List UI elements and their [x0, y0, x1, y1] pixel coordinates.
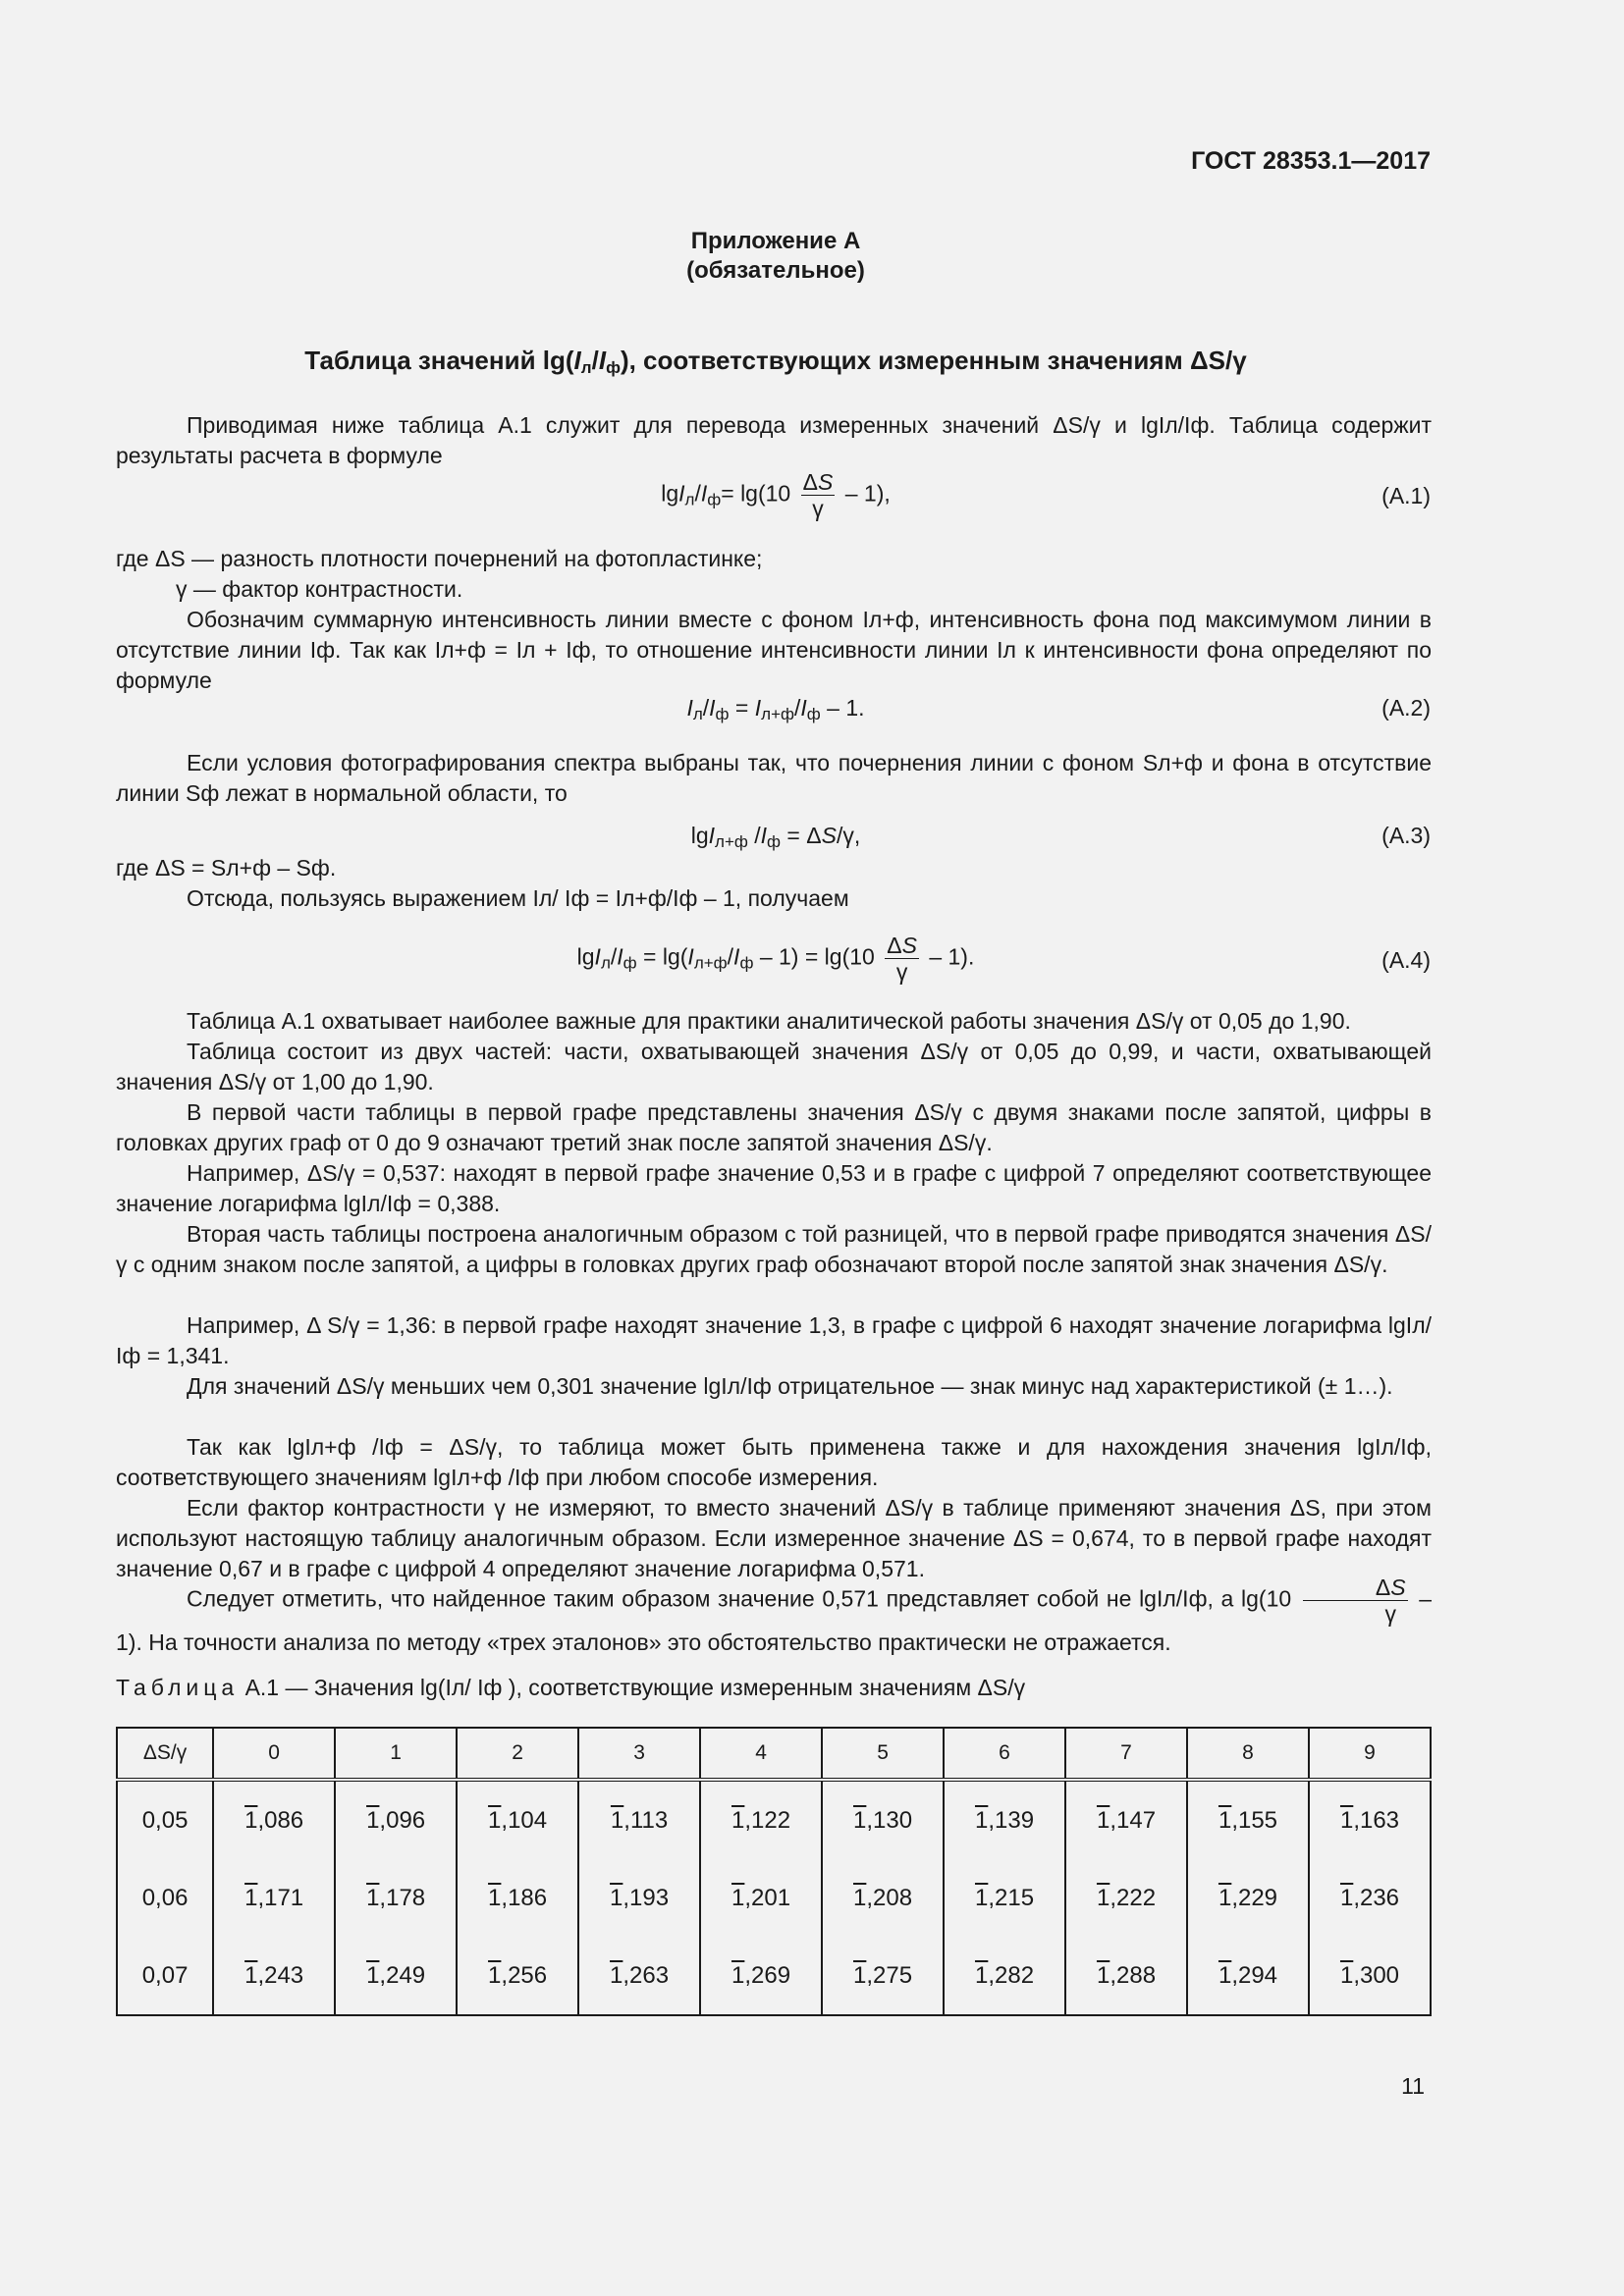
table-header-cell: 8 [1187, 1728, 1309, 1780]
table-row [117, 1859, 1431, 1937]
table-caption: Таблица А.1 — Значения lg(Iл/ Iф ), соответствующие измеренным значениям ΔS/γ [116, 1675, 1026, 1700]
table-cell [578, 1859, 700, 1937]
table-cell [1065, 1859, 1187, 1937]
table-header-cell: ΔS/γ [117, 1728, 213, 1780]
log-value: 1,249 [366, 1961, 426, 1989]
table-header-cell: 1 [335, 1728, 457, 1780]
log-value: 1,288 [1096, 1961, 1157, 1989]
formula-number: (А.2) [1381, 695, 1431, 721]
log-value: 1,139 [974, 1806, 1035, 1834]
table-cell [822, 1780, 944, 1859]
table-cell [335, 1859, 457, 1937]
formula-a3: lgI$_{л+ф}$ $/I_ф = \Delta S/\gamma$, [690, 823, 861, 851]
table-cell [1309, 1937, 1431, 2015]
row-key-cell: 0,06 [117, 1859, 213, 1937]
table-header-row [117, 1728, 1431, 1780]
table-cell [457, 1780, 578, 1859]
table-header-cell: 6 [944, 1728, 1065, 1780]
table-header-cell: 0 [213, 1728, 335, 1780]
log-value: 1,155 [1218, 1806, 1278, 1834]
log-value: 1,236 [1339, 1884, 1400, 1911]
table-header-cell: 4 [700, 1728, 822, 1780]
table-cell [944, 1780, 1065, 1859]
log-value: 1,178 [366, 1884, 426, 1911]
table-header-cell: 7 [1065, 1728, 1187, 1780]
log-value: 1,113 [610, 1806, 669, 1834]
standard-header: ГОСТ 28353.1—2017 [1191, 147, 1431, 175]
paragraph: Следует отметить, что найденное таким образом значение 0,571 представляет собой не lgIл/Iф, а lg(10 $\frac{\Delta S}{\gamma}$ – 1). На точности анализа по методу «трех эталонов» это обстоятельство практически не отражается. [116, 1575, 1433, 1655]
log-value: 1,222 [1096, 1884, 1157, 1911]
log-value: 1,229 [1218, 1884, 1278, 1911]
paragraph: Таблица состоит из двух частей: части, охватывающей значения ΔS/γ от 0,05 до 0,99, и части, охватывающей значения ΔS/γ от 1,00 до 1,90. [116, 1039, 1432, 1095]
paragraph: Таблица А.1 охватывает наиболее важные для практики аналитической работы значения ΔS/γ от 0,05 до 1,90. [187, 1008, 1351, 1034]
formula-a2: $I_л/I_ф = I_{л+ф}/I_ф - 1$. [686, 695, 865, 723]
row-key-cell: 0,07 [117, 1937, 213, 2015]
log-value: 1,186 [488, 1884, 548, 1911]
table-header-cell: 2 [457, 1728, 578, 1780]
log-value: 1,215 [974, 1884, 1035, 1911]
table-cell [457, 1937, 578, 2015]
table-body [117, 1780, 1431, 2015]
table-row [117, 1780, 1431, 1859]
log-value: 1,122 [731, 1806, 791, 1834]
table-cell [944, 1859, 1065, 1937]
table-cell [700, 1780, 822, 1859]
log-value: 1,282 [974, 1961, 1035, 1989]
table-row [117, 1937, 1431, 2015]
log-value: 1,086 [244, 1806, 304, 1834]
section-title: Таблица значений $\lg(I_л/I_ф)$, соответствующих измеренным значениям ΔS/γ [304, 346, 1247, 377]
definition-gamma: γ — фактор контрастности. [176, 576, 463, 602]
paragraph: Например, ΔS/γ = 0,537: находят в первой графе значение 0,53 и в графе с цифрой 7 определяют соответствующее значение логарифма lgIл/Iф = 0,388. [116, 1160, 1432, 1216]
log-value: 1,130 [853, 1806, 913, 1834]
log-value: 1,269 [731, 1961, 791, 1989]
page-number: 11 [1401, 2073, 1425, 2099]
appendix-title: Приложение А [690, 228, 861, 254]
table-cell [1065, 1780, 1187, 1859]
table-cell [1065, 1937, 1187, 2015]
log-value: 1,263 [610, 1961, 670, 1989]
log-value: 1,104 [488, 1806, 548, 1834]
paragraph: Так как lgIл+ф /Iф = ΔS/γ, то таблица может быть применена также и для нахождения значения lgIл/Iф, соответствующего значениям lgIл+ф /Iф при любом способе измерения. [116, 1434, 1432, 1490]
table-cell [1309, 1859, 1431, 1937]
log-value: 1,171 [244, 1884, 304, 1911]
paragraph: Обозначим суммарную интенсивность линии вместе с фоном Iл+ф, интенсивность фона под максимумом линии в отсутствие линии Iф. Так как Iл+ф = Iл + Iф, то отношение интенсивности линии Iл к интенсивности фона определяют по формуле [116, 607, 1432, 693]
data-table [116, 1727, 1432, 2016]
table-cell [822, 1859, 944, 1937]
formula-a4: $\lg I_л/I_ф = \lg(I_{л+ф}/I_ф - 1) = \lg(10$ $\frac{\Delta S}{\gamma}$ – 1). [576, 933, 975, 985]
definition-ds: где ΔS — разность плотности почернений на фотопластинке; [116, 546, 763, 571]
table-cell [578, 1780, 700, 1859]
paragraph: В первой части таблицы в первой графе представлены значения ΔS/γ с двумя знаками после запятой, цифры в головках других граф от 0 до 9 означают третий знак после запятой значения ΔS/γ. [116, 1099, 1432, 1155]
log-value: 1,275 [853, 1961, 913, 1989]
log-value: 1,096 [366, 1806, 426, 1834]
table-cell [1187, 1937, 1309, 2015]
paragraph: Для значений ΔS/γ меньших чем 0,301 значение lgIл/Iф отрицательное — знак минус над характеристикой (± 1…). [187, 1373, 1393, 1399]
log-value: 1,208 [853, 1884, 913, 1911]
table-cell [335, 1780, 457, 1859]
table-cell [1187, 1780, 1309, 1859]
table-cell [1309, 1780, 1431, 1859]
table-header-cell: 5 [822, 1728, 944, 1780]
row-key-cell: 0,05 [117, 1780, 213, 1859]
log-value: 1,201 [731, 1884, 791, 1911]
log-value: 1,147 [1096, 1806, 1157, 1834]
table-cell [822, 1937, 944, 2015]
log-value: 1,256 [488, 1961, 548, 1989]
table-cell [213, 1780, 335, 1859]
table-cell [578, 1937, 700, 2015]
table-cell [944, 1937, 1065, 2015]
table-cell [213, 1937, 335, 2015]
paragraph: Если условия фотографирования спектра выбраны так, что почернения линии с фоном Sл+ф и фона в отсутствие линии Sф лежат в нормальной области, то [116, 750, 1432, 806]
log-value: 1,163 [1339, 1806, 1400, 1834]
formula-number: (А.4) [1381, 947, 1431, 973]
table-header-cell: 3 [578, 1728, 700, 1780]
formula-a1: $\lg I_л/I_ф= \lg(10$ $\frac{\Delta S}{\gamma}$ – 1), [661, 469, 891, 521]
log-value: 1,294 [1218, 1961, 1278, 1989]
table-cell [700, 1937, 822, 2015]
log-value: 1,300 [1339, 1961, 1400, 1989]
formula-number: (А.1) [1381, 483, 1431, 508]
paragraph: Вторая часть таблицы построена аналогичным образом с той разницей, что в первой графе приводятся значения ΔS/γ с одним знаком после запятой, а цифры в головках других граф обозначают второй после запятой знак значения ΔS/γ. [116, 1221, 1432, 1277]
paragraph: Приводимая ниже таблица А.1 служит для перевода измеренных значений ΔS/γ и lgIл/Iф. Таблица содержит результаты расчета в формуле [116, 412, 1432, 468]
paragraph: Например, Δ S/γ = 1,36: в первой графе находят значение 1,3, в графе с цифрой 6 находят значение логарифма lgIл/ Iф = 1,341. [116, 1312, 1432, 1368]
paragraph: Если фактор контрастности γ не измеряют, то вместо значений ΔS/γ в таблице применяют значения ΔS, при этом используют настоящую таблицу аналогичным образом. Если измеренное значение ΔS = 0,674, то в первой графе находят значение 0,67 и в графе с цифрой 4 определяют значение логарифма 0,571. [116, 1495, 1432, 1581]
table-cell [700, 1859, 822, 1937]
table-cell [457, 1859, 578, 1937]
table-cell [213, 1859, 335, 1937]
log-value: 1,193 [610, 1884, 670, 1911]
definition-ds2: где ΔS = Sл+ф – Sф. [116, 855, 337, 881]
paragraph: Отсюда, пользуясь выражением Iл/ Iф = Iл+ф/Iф – 1, получаем [187, 885, 849, 911]
table-cell [335, 1937, 457, 2015]
table-header-cell: 9 [1309, 1728, 1431, 1780]
table-cell [1187, 1859, 1309, 1937]
log-value: 1,243 [244, 1961, 304, 1989]
appendix-subtitle: (обязательное) [686, 257, 865, 284]
formula-number: (А.3) [1381, 823, 1431, 848]
